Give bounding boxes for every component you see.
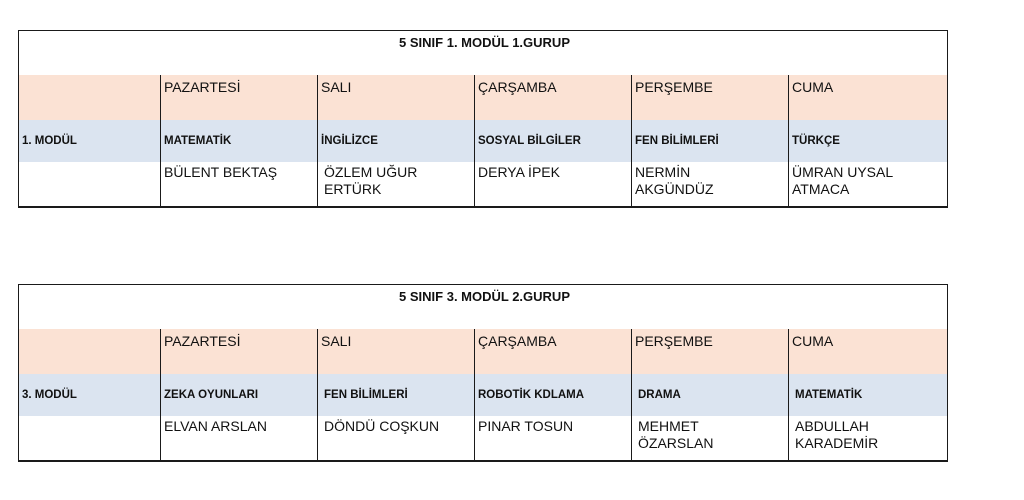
- teacher-cell: [789, 416, 948, 461]
- teacher-row: [19, 416, 948, 461]
- teacher-cell: [475, 162, 632, 207]
- module-label: 1. MODÜL: [19, 120, 161, 162]
- teacher-name: DERYA İPEK: [478, 164, 560, 180]
- day-header: CUMA: [789, 75, 948, 120]
- empty-teacher-cell: [19, 162, 161, 207]
- day-header: PERŞEMBE: [632, 329, 789, 374]
- lesson-cell: SOSYAL BİLGİLER: [475, 120, 632, 162]
- teacher-name: PINAR TOSUN: [478, 418, 574, 434]
- schedule-title: 5 SINIF 1. MODÜL 1.GURUP: [19, 31, 948, 76]
- teacher-name: DÖNDÜ COŞKUN: [324, 418, 440, 434]
- day-header: PERŞEMBE: [632, 75, 789, 120]
- day-header: ÇARŞAMBA: [475, 75, 632, 120]
- title-row: [19, 31, 948, 76]
- lesson-cell: TÜRKÇE: [789, 120, 948, 162]
- empty-teacher-cell: [19, 416, 161, 461]
- lesson-cell: ZEKA OYUNLARI: [161, 374, 318, 416]
- title-row: [19, 285, 948, 330]
- lesson-cell: MATEMATİK: [161, 120, 318, 162]
- schedule-table-1: [18, 30, 948, 208]
- teacher-cell: [789, 162, 948, 207]
- lesson-row: [19, 120, 948, 162]
- teacher-cell: [318, 416, 475, 461]
- lesson-cell: ROBOTİK KDLAMA: [475, 374, 632, 416]
- teacher-name: MEHMET ÖZARSLAN: [638, 418, 714, 451]
- teacher-name: NERMİN AKGÜNDÜZ: [635, 164, 714, 197]
- empty-header-cell: [19, 329, 161, 374]
- day-header: ÇARŞAMBA: [475, 329, 632, 374]
- teacher-cell: [161, 416, 318, 461]
- teacher-name: ÜMRAN UYSAL ATMACA: [792, 164, 894, 197]
- teacher-cell: [161, 162, 318, 207]
- teacher-cell: [475, 416, 632, 461]
- lesson-cell: FEN BİLİMLERİ: [632, 120, 789, 162]
- day-header: PAZARTESİ: [161, 329, 318, 374]
- days-row: [19, 329, 948, 374]
- teacher-cell: [632, 162, 789, 207]
- lesson-cell: MATEMATİK: [789, 374, 948, 416]
- lesson-cell: DRAMA: [632, 374, 789, 416]
- day-header: SALI: [318, 329, 475, 374]
- lesson-cell: FEN BİLİMLERİ: [318, 374, 475, 416]
- day-header: SALI: [318, 75, 475, 120]
- teacher-row: [19, 162, 948, 207]
- day-header: CUMA: [789, 329, 948, 374]
- day-header: PAZARTESİ: [161, 75, 318, 120]
- lesson-row: [19, 374, 948, 416]
- schedule-title: 5 SINIF 3. MODÜL 2.GURUP: [19, 285, 948, 330]
- teacher-name: ABDULLAH KARADEMİR: [795, 418, 879, 451]
- teacher-name: ELVAN ARSLAN: [164, 418, 267, 434]
- teacher-cell: [632, 416, 789, 461]
- schedule-table-2: [18, 284, 948, 462]
- teacher-cell: [318, 162, 475, 207]
- module-label: 3. MODÜL: [19, 374, 161, 416]
- days-row: [19, 75, 948, 120]
- teacher-name: BÜLENT BEKTAŞ: [164, 164, 278, 180]
- teacher-name: ÖZLEM UĞUR ERTÜRK: [324, 164, 418, 197]
- empty-header-cell: [19, 75, 161, 120]
- lesson-cell: İNGİLİZCE: [318, 120, 475, 162]
